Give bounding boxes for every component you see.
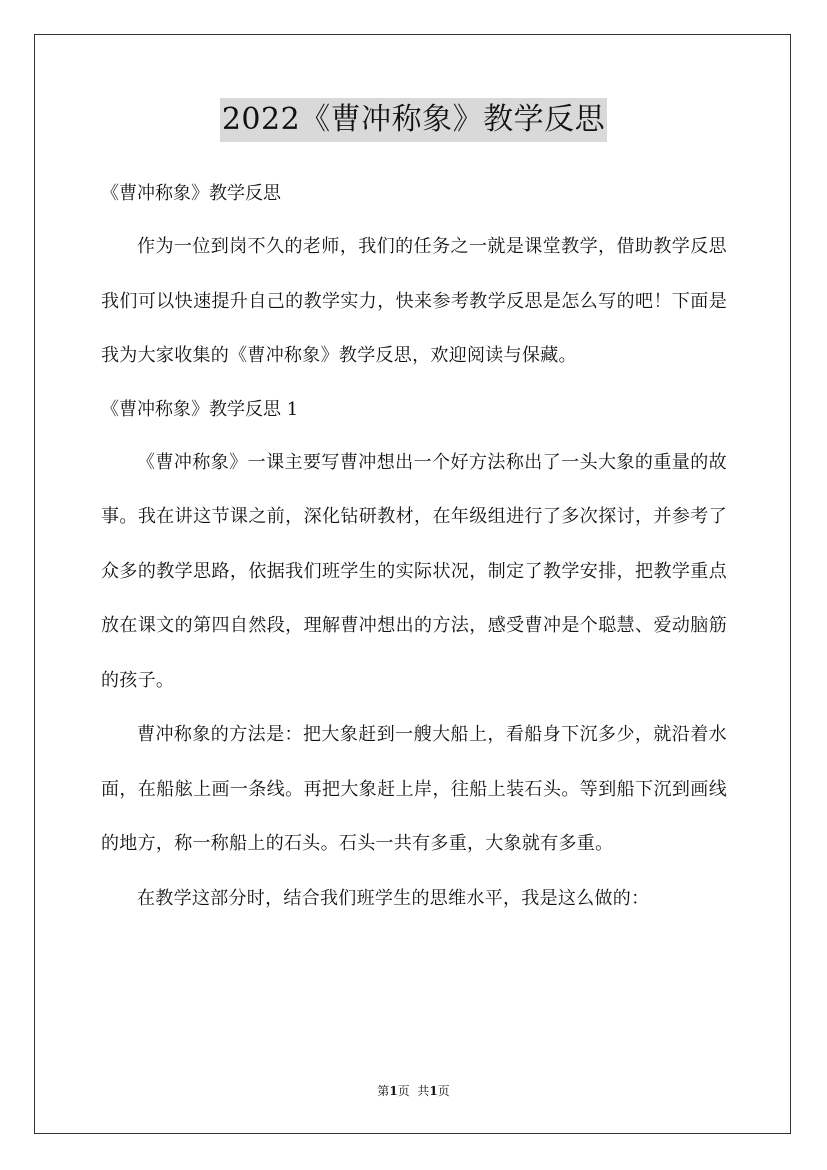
intro-paragraph: 作为一位到岗不久的老师，我们的任务之一就是课堂教学，借助教学反思我们可以快速提升自己的教学实力，快来参考教学反思是怎么写的吧！下面是我为大家收集的《曹冲称象》教学反思，欢迎阅读与保藏。 <box>101 236 727 366</box>
page-label-prefix: 第 <box>377 1084 390 1098</box>
document-body <box>101 168 727 926</box>
body-paragraph: 《曹冲称象》一课主要写曹冲想出一个好方法称出了一头大象的重量的故事。我在讲这节课之前，深化钻研教材，在年级组进行了多次探讨，并参考了众多的教学思路，依据我们班学生的实际状况，制定了教学安排，把教学重点放在课文的第四自然段，理解曹冲想出的方法，感受曹冲是个聪慧、爱动脑筋的孩子。 <box>101 451 727 691</box>
body-paragraph: 在教学这部分时，结合我们班学生的思维水平，我是这么做的： <box>137 887 650 909</box>
document-title: 2022《曹冲称象》教学反思 <box>220 98 607 142</box>
page-label-mid: 页 共 <box>397 1084 430 1098</box>
section-heading-main: 《曹冲称象》教学反思 <box>101 183 281 204</box>
section-heading-1: 《曹冲称象》教学反思 1 <box>101 398 299 420</box>
title-container <box>0 98 827 142</box>
page-current: 1 <box>389 1084 398 1098</box>
page-label-suffix: 页 <box>437 1084 450 1098</box>
body-paragraph: 曹冲称象的方法是：把大象赶到一艘大船上，看船身下沉多少，就沿着水面，在船舷上画一条线。再把大象赶上岸，往船上装石头。等到船下沉到画线的地方，称一称船上的石头。石头一共有多重，大象就有多重。 <box>101 724 727 854</box>
page-total: 1 <box>429 1084 438 1098</box>
page-footer <box>0 1082 827 1100</box>
